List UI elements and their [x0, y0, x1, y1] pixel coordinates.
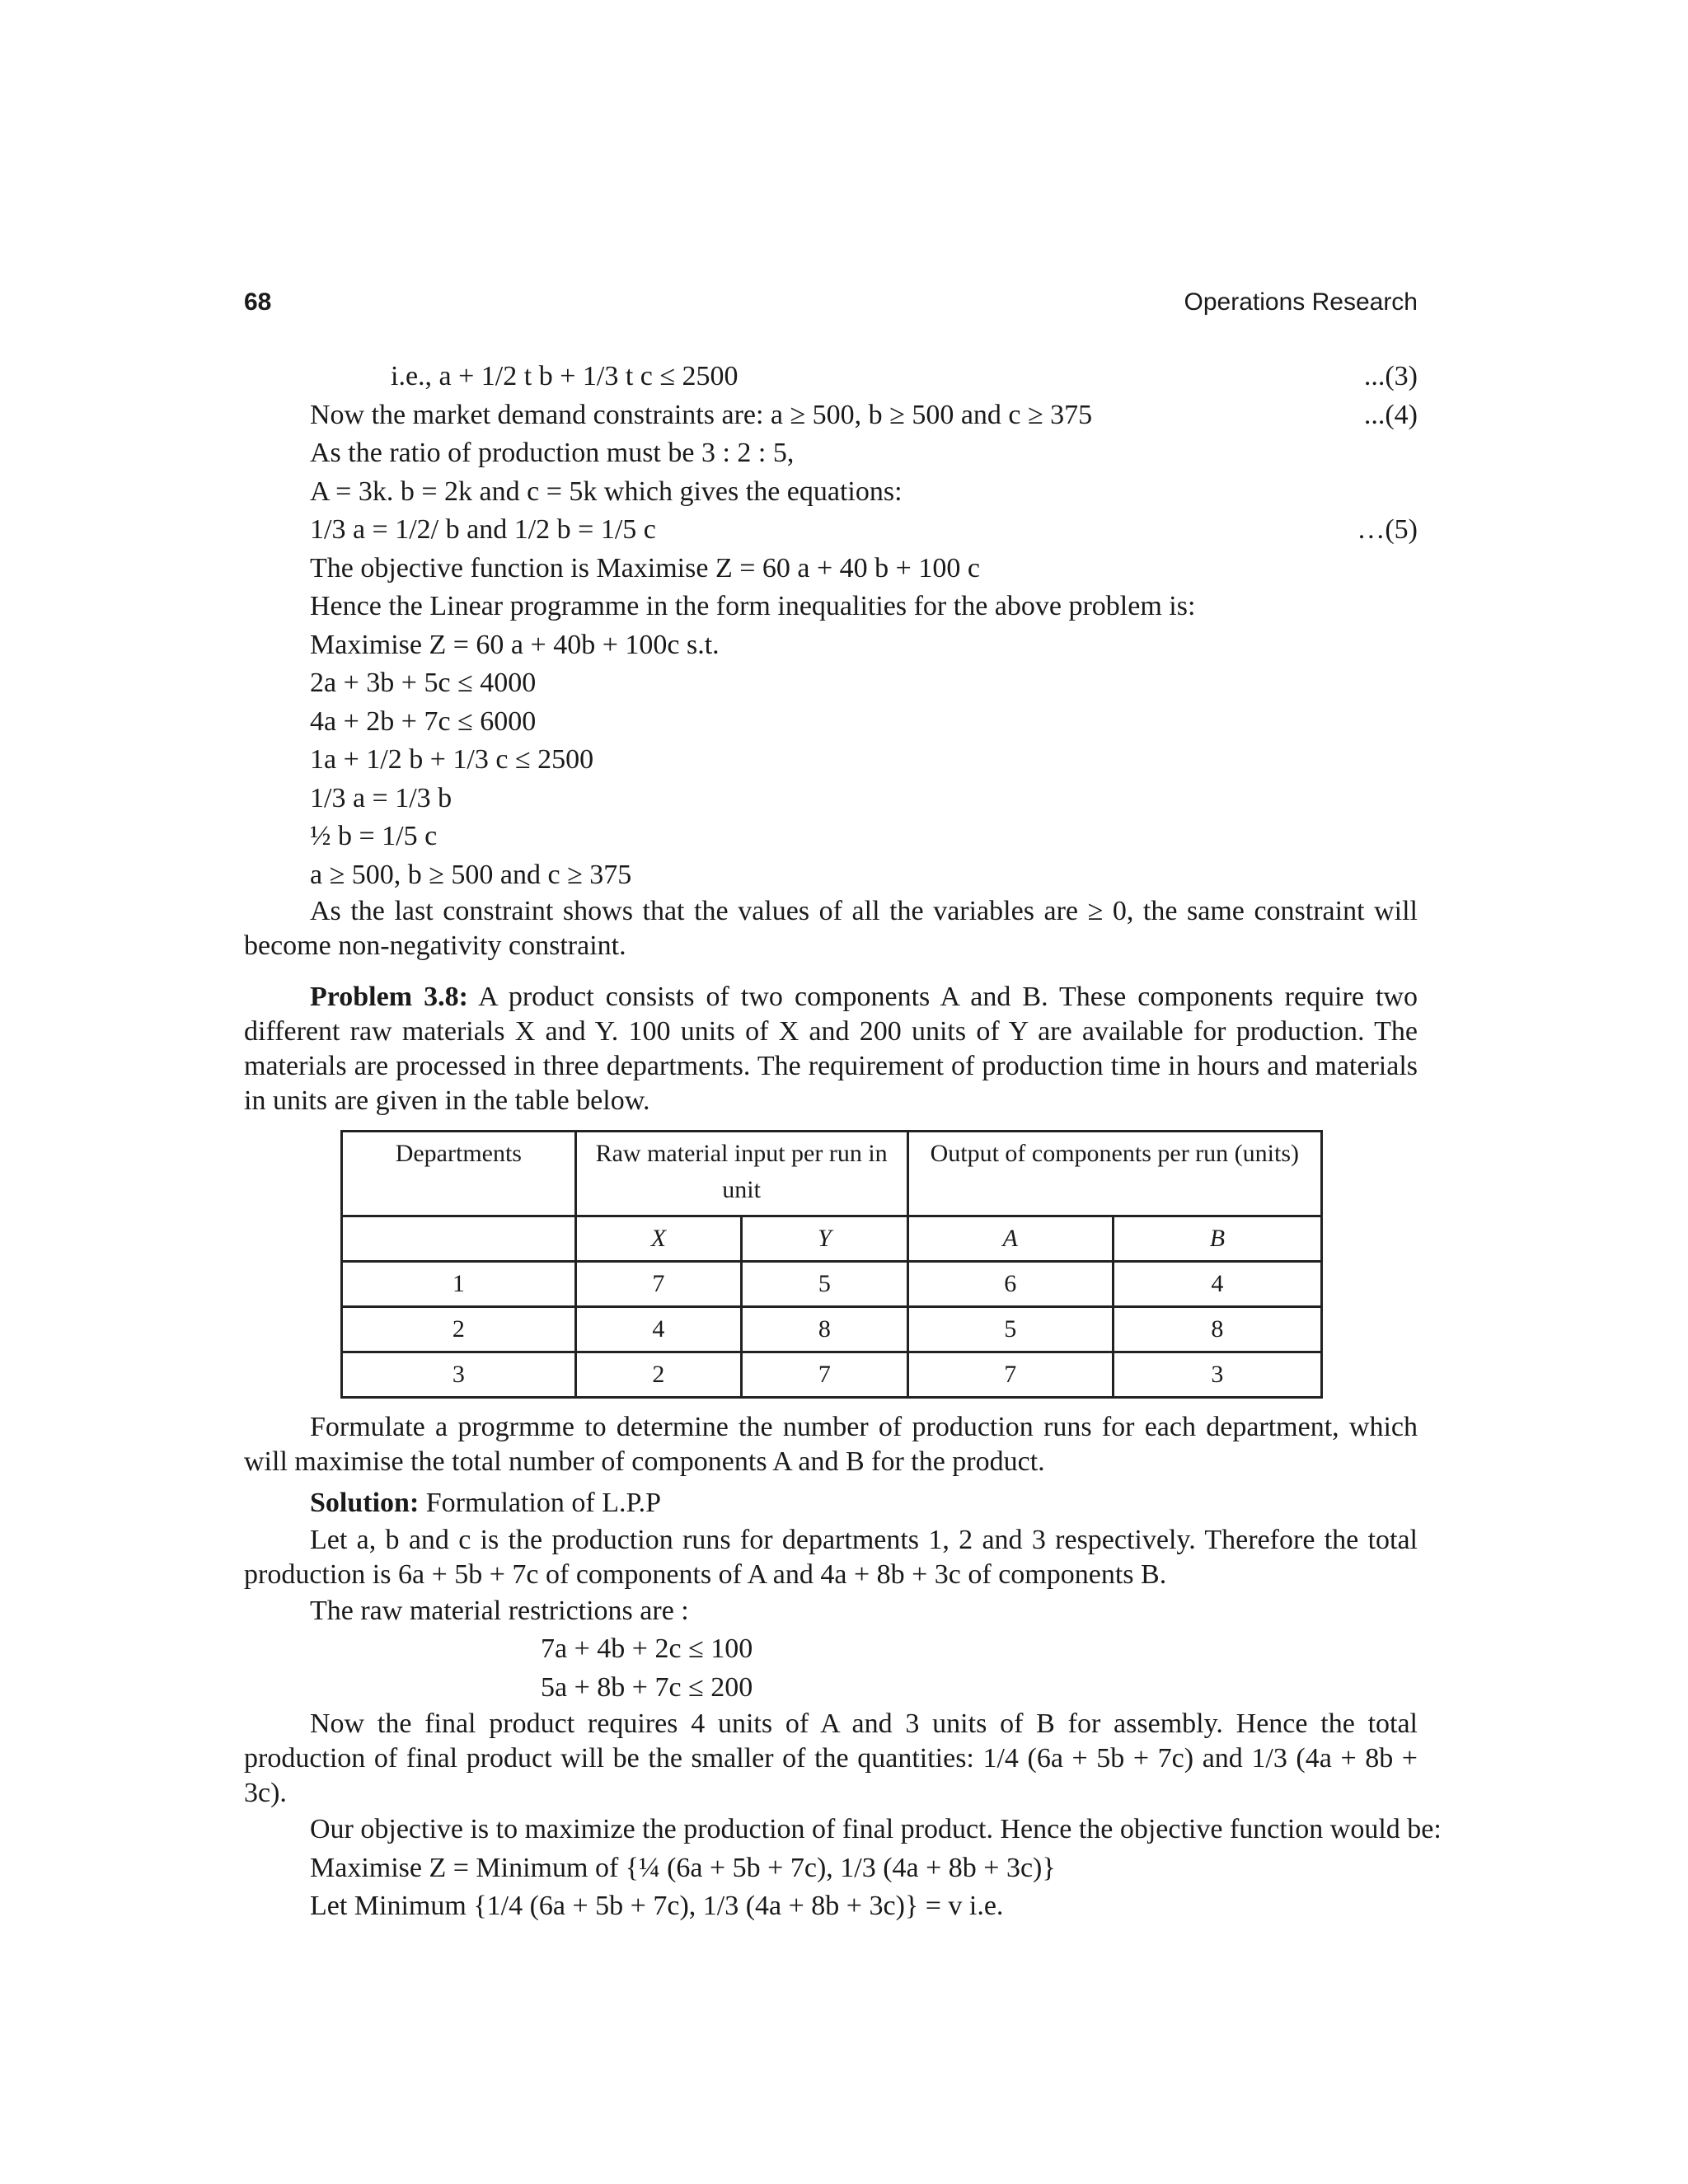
table-cell: 4: [1113, 1262, 1321, 1307]
solution-heading: Solution: Formulation of L.P.P: [310, 1488, 662, 1518]
constraint-line: ½ b = 1/5 c: [310, 821, 438, 851]
subheader-y: Y: [742, 1216, 907, 1262]
constraint-line: 7a + 4b + 2c ≤ 100: [541, 1633, 753, 1664]
page-body: [244, 358, 1442, 1926]
requirements-table: [340, 1130, 1323, 1399]
subheader-x: X: [575, 1216, 741, 1262]
text-line: A = 3k. b = 2k and c = 5k which gives the equations:: [310, 476, 903, 507]
objective-line: Maximise Z = Minimum of {¼ (6a + 5b + 7c), 1/3 (4a + 8b + 3c)}: [310, 1852, 1056, 1883]
equation-number: ...(4): [1363, 399, 1418, 430]
table-cell: 6: [907, 1262, 1113, 1307]
constraint-line: a ≥ 500, b ≥ 500 and c ≥ 375: [310, 859, 632, 890]
table-cell: 8: [742, 1307, 907, 1352]
constraint-line: 5a + 8b + 7c ≤ 200: [541, 1671, 753, 1703]
table-cell: 8: [1113, 1307, 1321, 1352]
constraint-line: 4a + 2b + 7c ≤ 6000: [310, 705, 537, 737]
text-line: The raw material restrictions are :: [310, 1595, 689, 1626]
text-line: Hence the Linear programme in the form inequalities for the above problem is:: [310, 591, 1196, 621]
constraint-line: 2a + 3b + 5c ≤ 4000: [310, 668, 537, 698]
equation-number: ...(3): [1363, 361, 1418, 391]
table-row: [342, 1307, 1322, 1352]
table-row: [342, 1262, 1322, 1307]
equation-number: …(5): [1357, 514, 1418, 545]
subheader-b: B: [1113, 1216, 1321, 1262]
objective-line: The objective function is Maximise Z = 60 a + 40 b + 100 c: [310, 552, 980, 583]
column-header-raw-material: Raw material input per run in unit: [575, 1132, 907, 1216]
solution-label: Solution:: [310, 1488, 420, 1518]
constraint-line: 1/3 a = 1/3 b: [310, 782, 452, 813]
column-header-output: Output of components per run (units): [907, 1132, 1321, 1216]
table-cell: 2: [575, 1352, 741, 1398]
page-header: [244, 288, 1418, 325]
equation-line: i.e., a + 1/2 t b + 1/3 t c ≤ 2500 ...(3): [244, 358, 1418, 396]
table-cell: 5: [907, 1307, 1113, 1352]
text-line: Now the market demand constraints are: a ≥ 500, b ≥ 500 and c ≥ 375 ...(4): [244, 396, 1418, 435]
page-number: 68: [244, 288, 272, 316]
constraint-line: 1a + 1/2 b + 1/3 c ≤ 2500: [310, 744, 594, 775]
paragraph: Now the final product requires 4 units of A and 3 units of B for assembly. Hence the total production of final product will be the smaller of the quantities: 1/4 (6a + 5b + 7c) and 1/3 (4a + 8b + 3c).: [244, 1708, 1418, 1808]
table-cell: 7: [575, 1262, 741, 1307]
paragraph: Formulate a progrmme to determine the number of production runs for each department, which will maximise the total number of components A and B for the product.: [244, 1412, 1418, 1477]
objective-line: Maximise Z = 60 a + 40b + 100c s.t.: [310, 629, 720, 660]
table-cell: [342, 1216, 576, 1262]
table-cell: 3: [342, 1352, 576, 1398]
table-cell: 1: [342, 1262, 576, 1307]
text-line: As the ratio of production must be 3 : 2 : 5,: [310, 438, 795, 468]
subheader-a: A: [907, 1216, 1113, 1262]
problem-label: Problem 3.8:: [310, 982, 468, 1012]
text-line: Let Minimum {1/4 (6a + 5b + 7c), 1/3 (4a + 8b + 3c)} = v i.e.: [310, 1891, 1004, 1921]
table-cell: 2: [342, 1307, 576, 1352]
column-header-departments: Departments: [342, 1132, 576, 1216]
table-cell: 5: [742, 1262, 907, 1307]
paragraph: As the last constraint shows that the values of all the variables are ≥ 0, the same constraint will become non-negativity constraint.: [244, 896, 1418, 961]
text-line: Our objective is to maximize the production of final product. Hence the objective function would be:: [310, 1814, 1442, 1844]
problem-statement: Problem 3.8: A product consists of two components A and B. These components require two different raw materials X and Y. 100 units of X and 200 units of Y are available for production. The materials are processed in three departments. The requirement of production time in hours and materials in units are given in the table below.: [244, 982, 1418, 1116]
table-cell: 4: [575, 1307, 741, 1352]
paragraph: Let a, b and c is the production runs for departments 1, 2 and 3 respectively. Therefore the total production is 6a + 5b + 7c of components of A and 4a + 8b + 3c of components B.: [244, 1524, 1418, 1590]
table-row: [342, 1352, 1322, 1398]
table-cell: 7: [907, 1352, 1113, 1398]
table-cell: 7: [742, 1352, 907, 1398]
table-cell: 3: [1113, 1352, 1321, 1398]
running-title: Operations Research: [1184, 288, 1418, 316]
equation-line: 1/3 a = 1/2/ b and 1/2 b = 1/5 c …(5): [244, 511, 1418, 550]
